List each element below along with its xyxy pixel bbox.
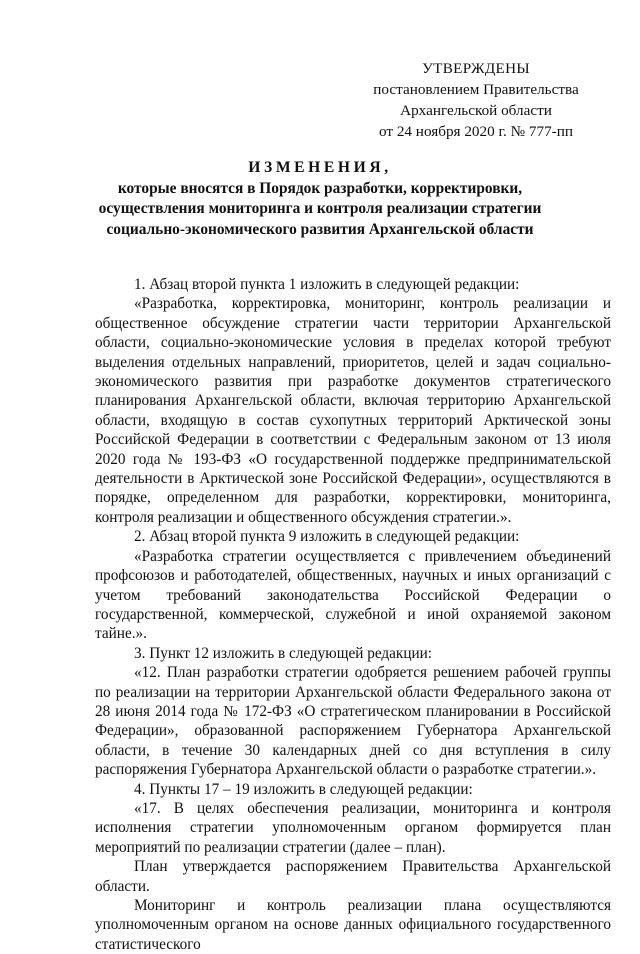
document-title <box>60 158 580 240</box>
body-paragraph: «12. План разработки стратегии одобряется решением рабочей группы по реализации на территории Архангельской области Федерального закона от 28 июня 2014 года № 172-ФЗ «О стратегическом планировании в Российской Федерации», образованной распоряжением Губернатора Архангельской области, в течение 30 календарных дней со дня вступления в силу распоряжения Губернатора Архангельской области о разработке стратегии.». <box>95 664 611 779</box>
approval-heading: УТВЕРЖДЕНЫ <box>422 60 530 77</box>
body-paragraph: 4. Пункты 17 – 19 изложить в следующей редакции: <box>134 780 473 798</box>
title-heading: ИЗМЕНЕНИЯ, <box>248 159 392 176</box>
body-paragraph: «Разработка, корректировка, мониторинг, контроль реализации и общественное обсуждение стратегии части территории Архангельской области, социально-экономические условия в пределах которой требуют выделения отдельных направлений, приоритетов, целей и задач социально-экономического развития при разработке документов стратегического планирования Архангельской области, включая территорию Архангельской области, входящую в состав сухопутных территорий Арктической зоны Российской Федерации в соответствии с Федеральным законом от 13 июля 2020 года № 193-ФЗ «О государственной поддержке предпринимательской деятельности в Арктической зоне Российской Федерации», осуществляются в порядке, определенном для разработки, корректировки, мониторинга, контроля реализации и общественного обсуждения стратегии.». <box>95 295 611 526</box>
body-paragraph: «17. В целях обеспечения реализации, мониторинга и контроля исполнения стратегии уполномоченным органом формируется план мероприятий по реализации стратегии (далее – план). <box>95 799 611 856</box>
approval-line: Архангельской области <box>400 102 552 119</box>
title-line: осуществления мониторинга и контроля реализации стратегии <box>98 200 542 217</box>
body-paragraph: 1. Абзац второй пункта 1 изложить в следующей редакции: <box>134 276 520 293</box>
approval-date-line: от 24 ноября 2020 г. № 777-пп <box>379 123 573 140</box>
document-body <box>95 275 611 954</box>
body-paragraph: Мониторинг и контроль реализации плана осуществляются уполномоченным органом на основе данных официального государственного статистического <box>95 897 611 953</box>
title-line: которые вносятся в Порядок разработки, корректировки, <box>117 179 523 197</box>
body-paragraph: 2. Абзац второй пункта 9 изложить в следующей редакции: <box>134 528 520 546</box>
body-paragraph: План утверждается распоряжением Правительства Архангельской области. <box>95 858 611 895</box>
body-paragraph: «Разработка стратегии осуществляется с привлечением объединений профсоюзов и работодателей, общественных, научных и иных организаций с учетом требований законодательства Российской Федерации о государственной, коммерческой, служебной и иной охраняемой законом тайне.». <box>95 547 611 643</box>
approval-line: постановлением Правительства <box>373 81 579 98</box>
title-line: социально-экономического развития Архангельской области <box>106 220 534 238</box>
body-paragraph: 3. Пункт 12 изложить в следующей редакции: <box>134 644 433 662</box>
approval-stamp <box>346 58 606 142</box>
